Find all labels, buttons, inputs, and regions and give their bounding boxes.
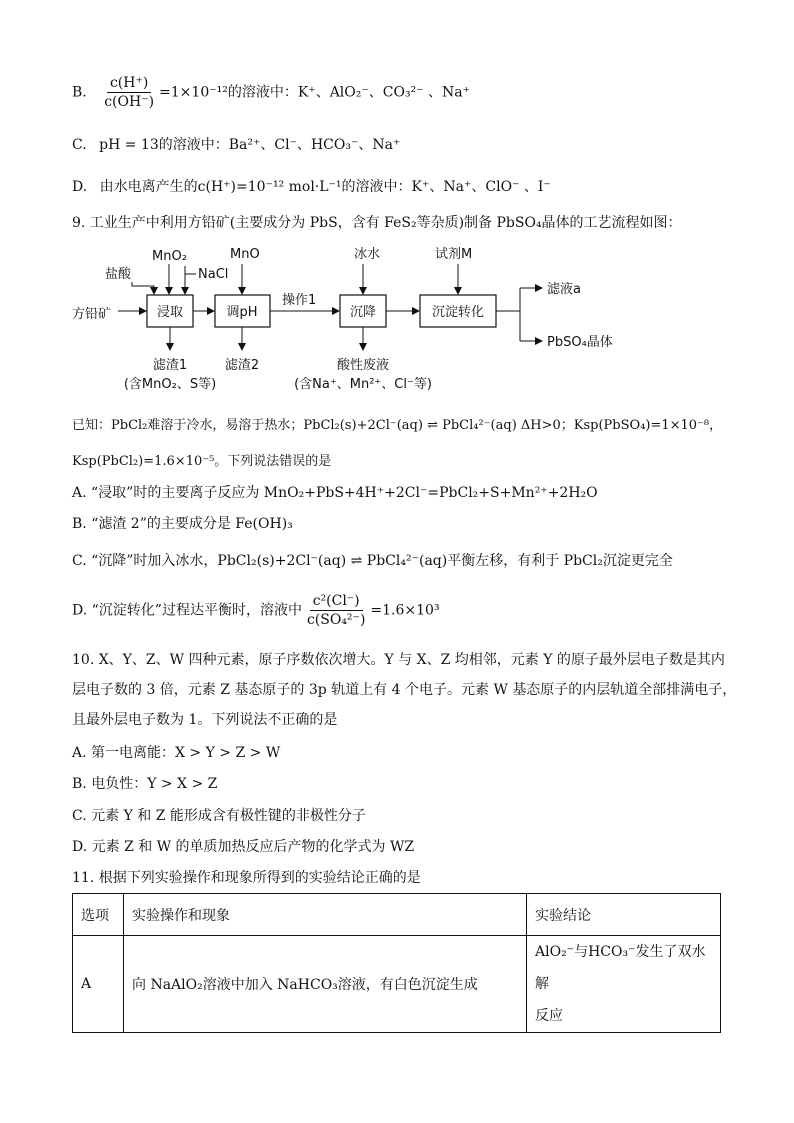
option-b — [72, 74, 470, 111]
option-letter: B. — [72, 84, 87, 101]
option-b-ions: K⁺、AlO₂⁻、CO₃²⁻ 、Na⁺ — [297, 84, 470, 101]
option-b-eq: =1×10⁻¹²的溶液中： — [159, 84, 298, 101]
q9-option-b: B. “滤渣 2”的主要成分是 Fe(OH)₃ — [72, 516, 293, 532]
mno2-label: MnO₂ — [152, 249, 187, 264]
box-settle-label: 沉降 — [349, 305, 377, 320]
table-header-cell: 选项 — [73, 894, 124, 936]
nacl-label: NaCl — [198, 267, 229, 282]
ore-label: 方铅矿 — [72, 307, 112, 322]
q11-stem: 11. 根据下列实验操作和现象所得到的实验结论正确的是 — [72, 870, 421, 886]
q10-option-a: A. 第一电离能：X > Y > Z > W — [72, 745, 281, 761]
box-conversion-label: 沉淀转化 — [431, 305, 485, 320]
waste-label: 酸性废液 — [336, 358, 390, 373]
option-d-text: 由水电离产生的c(H⁺)=10⁻¹² mol·L⁻¹的溶液中：K⁺、Na⁺、ClO⁻ 、I⁻ — [99, 179, 551, 195]
table-header-cell: 实验操作和现象 — [124, 894, 527, 936]
waste-sub: (含Na⁺、Mn²⁺、Cl⁻等) — [294, 377, 432, 392]
mno-label: MnO — [230, 247, 260, 262]
residue1-label: 滤渣1 — [152, 358, 188, 373]
q10-option-b: B. 电负性：Y > X > Z — [72, 776, 218, 792]
q9-option-d-pre: D. “沉淀转化”过程达平衡时，溶液中 — [72, 602, 302, 619]
q9-option-d — [72, 592, 440, 629]
filtrate-label: 滤液a — [547, 282, 581, 297]
fraction-denominator: c(SO₄²⁻) — [306, 612, 366, 628]
q10-line-2: 层电子数的 3 倍，元素 Z 基态原子的 3p 轨道上有 4 个电子。元素 W 基态原子的内层轨道全部排满电子， — [72, 682, 737, 698]
table-cell — [527, 936, 721, 1033]
experiment-table — [72, 893, 721, 1033]
table-cell: A — [73, 936, 124, 1033]
q9-option-d-post: =1.6×10³ — [370, 602, 440, 619]
residue1-sub: (含MnO₂、S等) — [123, 377, 217, 392]
option-letter: D. — [72, 179, 88, 195]
op1-label: 操作1 — [282, 293, 317, 308]
option-d — [72, 177, 551, 197]
conclusion-line-2: 反应 — [535, 1008, 563, 1024]
fraction — [101, 74, 157, 111]
q9-option-c: C. “沉降”时加入冰水，PbCl₂(s)+2Cl⁻(aq) ⇌ PbCl₄²⁻(aq)平衡左移，有利于 PbCl₂沉淀更完全 — [72, 553, 673, 569]
option-letter: C. — [72, 137, 87, 153]
table-header-row — [73, 894, 721, 936]
table-header-cell: 实验结论 — [527, 894, 721, 936]
reagent-m-label: 试剂M — [435, 247, 473, 262]
fraction-numerator: c(H⁺) — [107, 74, 151, 93]
box-leach-label: 浸取 — [156, 305, 184, 320]
table-cell: 向 NaAlO₂溶液中加入 NaHCO₃溶液，有白色沉淀生成 — [124, 936, 527, 1033]
fraction-numerator: c²(Cl⁻) — [310, 592, 363, 611]
q10-option-c: C. 元素 Y 和 Z 能形成含有极性键的非极性分子 — [72, 808, 366, 824]
process-flow-diagram — [72, 238, 632, 398]
residue2-label: 滤渣2 — [224, 358, 260, 373]
box-adjust-ph-label: 调pH — [226, 305, 258, 320]
fraction — [304, 592, 368, 629]
q9-known-2: Ksp(PbCl₂)=1.6×10⁻⁵。下列说法错误的是 — [72, 454, 332, 469]
ice-water-label: 冰水 — [354, 247, 381, 262]
q9-option-a: A. “浸取”时的主要离子反应为 MnO₂+PbS+4H⁺+2Cl⁻=PbCl₂+S+Mn²⁺+2H₂O — [72, 485, 598, 501]
option-c-text: pH = 13的溶液中：Ba²⁺、Cl⁻、HCO₃⁻、Na⁺ — [99, 137, 401, 153]
crystal-label: PbSO₄晶体 — [547, 335, 613, 350]
table-row — [73, 936, 721, 1033]
q9-known-1: 已知：PbCl₂难溶于冷水，易溶于热水；PbCl₂(s)+2Cl⁻(aq) ⇌ PbCl₄²⁻(aq) ΔH>0；Ksp(PbSO₄)=1×10⁻⁸， — [72, 418, 723, 433]
q10-line-3: 且最外层电子数为 1。下列说法不正确的是 — [72, 712, 338, 728]
q9-stem: 9. 工业生产中利用方铅矿(主要成分为 PbS，含有 FeS₂等杂质)制备 PbSO₄晶体的工艺流程如图： — [72, 215, 682, 231]
q10-option-d: D. 元素 Z 和 W 的单质加热反应后产物的化学式为 WZ — [72, 839, 415, 855]
q10-line-1: 10. X、Y、Z、W 四种元素，原子序数依次增大。Y 与 X、Z 均相邻，元素 Y 的原子最外层电子数是其内 — [72, 652, 725, 668]
option-c — [72, 135, 400, 155]
hcl-label: 盐酸 — [105, 267, 132, 282]
fraction-denominator: c(OH⁻) — [104, 94, 155, 110]
conclusion-line-1: AlO₂⁻与HCO₃⁻发生了双水解 — [535, 944, 706, 992]
